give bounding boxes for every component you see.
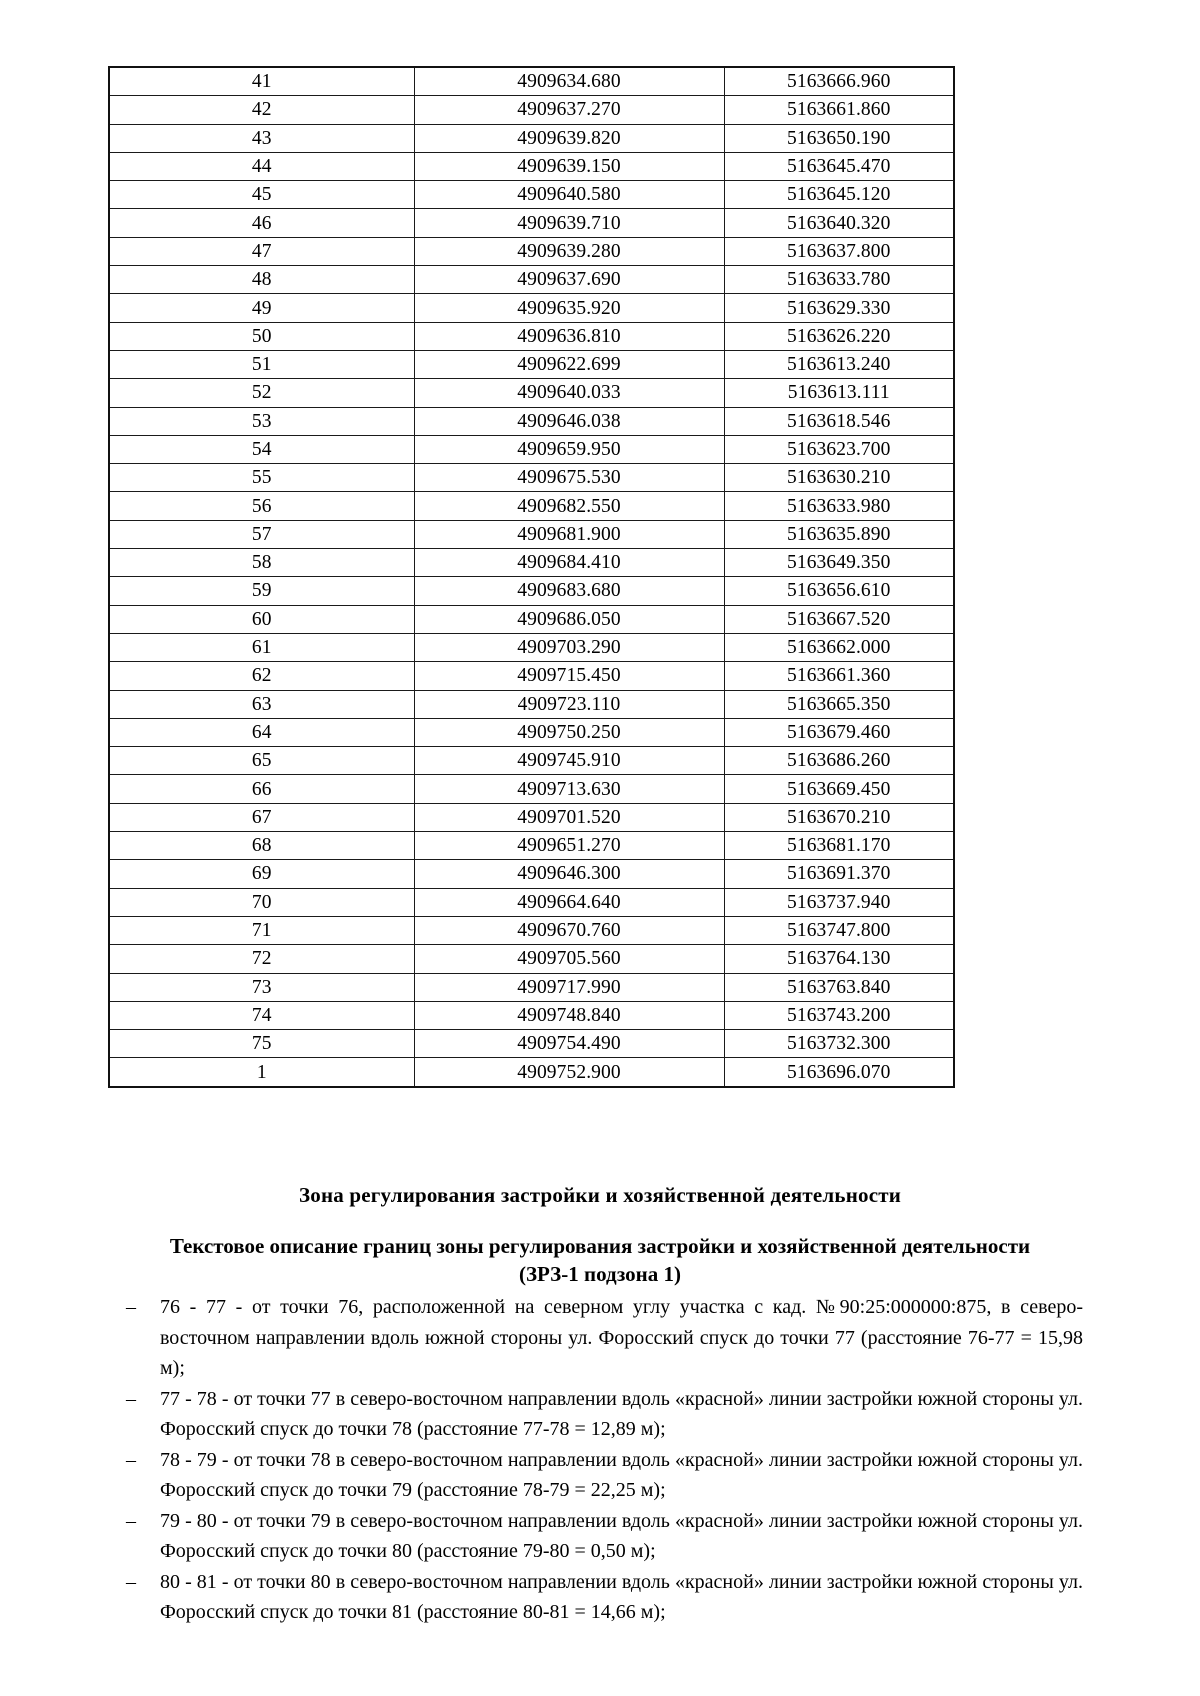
cell-coordinate-x: 4909754.490 — [414, 1030, 724, 1058]
zone-heading: Зона регулирования застройки и хозяйственной деятельности — [298, 1183, 902, 1207]
cell-coordinate-y: 5163640.320 — [724, 209, 954, 237]
cell-point-number: 48 — [109, 266, 414, 294]
cell-coordinate-y: 5163661.860 — [724, 96, 954, 124]
cell-coordinate-y: 5163696.070 — [724, 1058, 954, 1087]
cell-coordinate-x: 4909675.530 — [414, 464, 724, 492]
cell-point-number: 50 — [109, 322, 414, 350]
table-row — [109, 577, 954, 605]
list-item — [118, 1384, 1083, 1445]
cell-coordinate-x: 4909639.710 — [414, 209, 724, 237]
table-row — [109, 832, 954, 860]
table-row — [109, 520, 954, 548]
cell-coordinate-x: 4909639.280 — [414, 237, 724, 265]
cell-coordinate-x: 4909670.760 — [414, 916, 724, 944]
cell-point-number: 42 — [109, 96, 414, 124]
cell-coordinate-x: 4909640.033 — [414, 379, 724, 407]
cell-point-number: 74 — [109, 1001, 414, 1029]
cell-coordinate-x: 4909686.050 — [414, 605, 724, 633]
cell-coordinate-y: 5163656.610 — [724, 577, 954, 605]
cell-coordinate-y: 5163650.190 — [724, 124, 954, 152]
cell-coordinate-y: 5163637.800 — [724, 237, 954, 265]
cell-coordinate-y: 5163665.350 — [724, 690, 954, 718]
cell-coordinate-x: 4909637.270 — [414, 96, 724, 124]
boundary-description-list — [118, 1292, 1083, 1628]
cell-coordinate-x: 4909715.450 — [414, 662, 724, 690]
cell-point-number: 58 — [109, 549, 414, 577]
cell-point-number: 62 — [109, 662, 414, 690]
table-row — [109, 973, 954, 1001]
coordinate-table-body — [109, 67, 954, 1087]
cell-coordinate-x: 4909684.410 — [414, 549, 724, 577]
cell-coordinate-x: 4909639.150 — [414, 152, 724, 180]
cell-coordinate-x: 4909639.820 — [414, 124, 724, 152]
cell-point-number: 44 — [109, 152, 414, 180]
cell-coordinate-x: 4909646.038 — [414, 407, 724, 435]
cell-coordinate-y: 5163667.520 — [724, 605, 954, 633]
table-row — [109, 407, 954, 435]
table-row — [109, 379, 954, 407]
boundary-segment-text: 79 - 80 - от точки 79 в северо-восточном направлении вдоль «красной» линии застройки южной стороны ул. Форосский спуск до точки 80 (расстояние 79-80 = 0,50 м); — [160, 1509, 1083, 1562]
cell-point-number: 64 — [109, 718, 414, 746]
table-row — [109, 492, 954, 520]
cell-coordinate-y: 5163763.840 — [724, 973, 954, 1001]
table-row — [109, 350, 954, 378]
cell-point-number: 51 — [109, 350, 414, 378]
table-row — [109, 747, 954, 775]
cell-coordinate-x: 4909717.990 — [414, 973, 724, 1001]
coordinate-table — [108, 66, 955, 1088]
boundary-segment-text: 77 - 78 - от точки 77 в северо-восточном направлении вдоль «красной» линии застройки южной стороны ул. Форосский спуск до точки 78 (расстояние 77-78 = 12,89 м); — [160, 1387, 1083, 1440]
cell-coordinate-x: 4909705.560 — [414, 945, 724, 973]
table-row — [109, 916, 954, 944]
list-item — [118, 1292, 1083, 1384]
cell-coordinate-x: 4909748.840 — [414, 1001, 724, 1029]
cell-coordinate-x: 4909681.900 — [414, 520, 724, 548]
cell-coordinate-y: 5163679.460 — [724, 718, 954, 746]
cell-coordinate-x: 4909752.900 — [414, 1058, 724, 1087]
boundary-segment-text: 78 - 79 - от точки 78 в северо-восточном направлении вдоль «красной» линии застройки южной стороны ул. Форосский спуск до точки 79 (расстояние 78-79 = 22,25 м); — [160, 1448, 1083, 1501]
table-row — [109, 860, 954, 888]
cell-point-number: 1 — [109, 1058, 414, 1087]
cell-coordinate-x: 4909701.520 — [414, 803, 724, 831]
cell-coordinate-y: 5163649.350 — [724, 549, 954, 577]
cell-point-number: 47 — [109, 237, 414, 265]
cell-coordinate-x: 4909723.110 — [414, 690, 724, 718]
cell-coordinate-x: 4909636.810 — [414, 322, 724, 350]
table-row — [109, 464, 954, 492]
cell-coordinate-x: 4909637.690 — [414, 266, 724, 294]
cell-point-number: 72 — [109, 945, 414, 973]
cell-point-number: 60 — [109, 605, 414, 633]
cell-point-number: 45 — [109, 181, 414, 209]
cell-point-number: 69 — [109, 860, 414, 888]
bullet-dash-icon: – — [126, 1387, 136, 1410]
cell-coordinate-y: 5163737.940 — [724, 888, 954, 916]
cell-coordinate-y: 5163686.260 — [724, 747, 954, 775]
cell-point-number: 41 — [109, 67, 414, 96]
table-row — [109, 294, 954, 322]
cell-point-number: 63 — [109, 690, 414, 718]
cell-coordinate-x: 4909713.630 — [414, 775, 724, 803]
cell-coordinate-x: 4909745.910 — [414, 747, 724, 775]
cell-coordinate-y: 5163645.470 — [724, 152, 954, 180]
boundary-segment-text: 80 - 81 - от точки 80 в северо-восточном направлении вдоль «красной» линии застройки южной стороны ул. Форосский спуск до точки 81 (расстояние 80-81 = 14,66 м); — [160, 1570, 1083, 1623]
table-row — [109, 209, 954, 237]
cell-coordinate-x: 4909622.699 — [414, 350, 724, 378]
cell-coordinate-x: 4909635.920 — [414, 294, 724, 322]
cell-point-number: 61 — [109, 633, 414, 661]
table-row — [109, 888, 954, 916]
cell-point-number: 46 — [109, 209, 414, 237]
list-item — [118, 1567, 1083, 1628]
table-row — [109, 181, 954, 209]
table-row — [109, 266, 954, 294]
cell-coordinate-y: 5163645.120 — [724, 181, 954, 209]
table-row — [109, 945, 954, 973]
cell-coordinate-y: 5163629.330 — [724, 294, 954, 322]
cell-coordinate-y: 5163669.450 — [724, 775, 954, 803]
cell-point-number: 59 — [109, 577, 414, 605]
cell-coordinate-y: 5163764.130 — [724, 945, 954, 973]
cell-point-number: 54 — [109, 435, 414, 463]
cell-coordinate-x: 4909664.640 — [414, 888, 724, 916]
cell-coordinate-x: 4909683.680 — [414, 577, 724, 605]
table-row — [109, 67, 954, 96]
table-row — [109, 96, 954, 124]
list-item — [118, 1506, 1083, 1567]
cell-coordinate-x: 4909640.580 — [414, 181, 724, 209]
cell-coordinate-y: 5163613.111 — [724, 379, 954, 407]
boundary-segment-text: 76 - 77 - от точки 76, расположенной на северном углу участка с кад. №90:25:000000:875, в северо-восточном направлении вдоль южной стороны ул. Форосский спуск до точки 77 (расстояние 76-77 = 15,98 м); — [160, 1296, 1083, 1379]
table-row — [109, 237, 954, 265]
cell-coordinate-y: 5163635.890 — [724, 520, 954, 548]
cell-coordinate-y: 5163747.800 — [724, 916, 954, 944]
description-heading: Текстовое описание границ зоны регулирования застройки и хозяйственной деятельности (ЗРЗ-1 подзона 1) — [169, 1234, 1031, 1286]
cell-point-number: 43 — [109, 124, 414, 152]
cell-point-number: 75 — [109, 1030, 414, 1058]
table-row — [109, 662, 954, 690]
cell-coordinate-y: 5163662.000 — [724, 633, 954, 661]
cell-coordinate-y: 5163691.370 — [724, 860, 954, 888]
table-row — [109, 1001, 954, 1029]
table-row — [109, 605, 954, 633]
cell-coordinate-x: 4909634.680 — [414, 67, 724, 96]
bullet-dash-icon: – — [126, 1570, 136, 1593]
cell-coordinate-x: 4909750.250 — [414, 718, 724, 746]
list-item — [118, 1445, 1083, 1506]
bullet-dash-icon: – — [126, 1448, 136, 1471]
cell-point-number: 65 — [109, 747, 414, 775]
cell-point-number: 56 — [109, 492, 414, 520]
cell-point-number: 70 — [109, 888, 414, 916]
table-row — [109, 152, 954, 180]
table-row — [109, 1030, 954, 1058]
cell-point-number: 66 — [109, 775, 414, 803]
cell-point-number: 68 — [109, 832, 414, 860]
cell-coordinate-y: 5163633.780 — [724, 266, 954, 294]
table-row — [109, 549, 954, 577]
cell-coordinate-y: 5163630.210 — [724, 464, 954, 492]
cell-coordinate-x: 4909651.270 — [414, 832, 724, 860]
cell-coordinate-y: 5163743.200 — [724, 1001, 954, 1029]
table-row — [109, 775, 954, 803]
cell-coordinate-y: 5163666.960 — [724, 67, 954, 96]
cell-coordinate-y: 5163633.980 — [724, 492, 954, 520]
table-row — [109, 633, 954, 661]
cell-coordinate-y: 5163623.700 — [724, 435, 954, 463]
table-row — [109, 690, 954, 718]
cell-coordinate-x: 4909659.950 — [414, 435, 724, 463]
cell-point-number: 73 — [109, 973, 414, 1001]
bullet-dash-icon: – — [126, 1296, 136, 1318]
cell-coordinate-y: 5163661.360 — [724, 662, 954, 690]
cell-coordinate-x: 4909646.300 — [414, 860, 724, 888]
coordinate-table-container — [108, 66, 953, 1088]
table-row — [109, 124, 954, 152]
table-row — [109, 1058, 954, 1087]
cell-coordinate-y: 5163613.240 — [724, 350, 954, 378]
table-row — [109, 322, 954, 350]
cell-coordinate-x: 4909682.550 — [414, 492, 724, 520]
cell-point-number: 52 — [109, 379, 414, 407]
cell-coordinate-y: 5163618.546 — [724, 407, 954, 435]
cell-coordinate-x: 4909703.290 — [414, 633, 724, 661]
table-row — [109, 718, 954, 746]
cell-point-number: 49 — [109, 294, 414, 322]
table-row — [109, 803, 954, 831]
cell-point-number: 71 — [109, 916, 414, 944]
cell-point-number: 57 — [109, 520, 414, 548]
cell-point-number: 53 — [109, 407, 414, 435]
cell-coordinate-y: 5163681.170 — [724, 832, 954, 860]
cell-coordinate-y: 5163626.220 — [724, 322, 954, 350]
bullet-dash-icon: – — [126, 1509, 136, 1532]
cell-coordinate-y: 5163732.300 — [724, 1030, 954, 1058]
table-row — [109, 435, 954, 463]
cell-coordinate-y: 5163670.210 — [724, 803, 954, 831]
cell-point-number: 55 — [109, 464, 414, 492]
cell-point-number: 67 — [109, 803, 414, 831]
